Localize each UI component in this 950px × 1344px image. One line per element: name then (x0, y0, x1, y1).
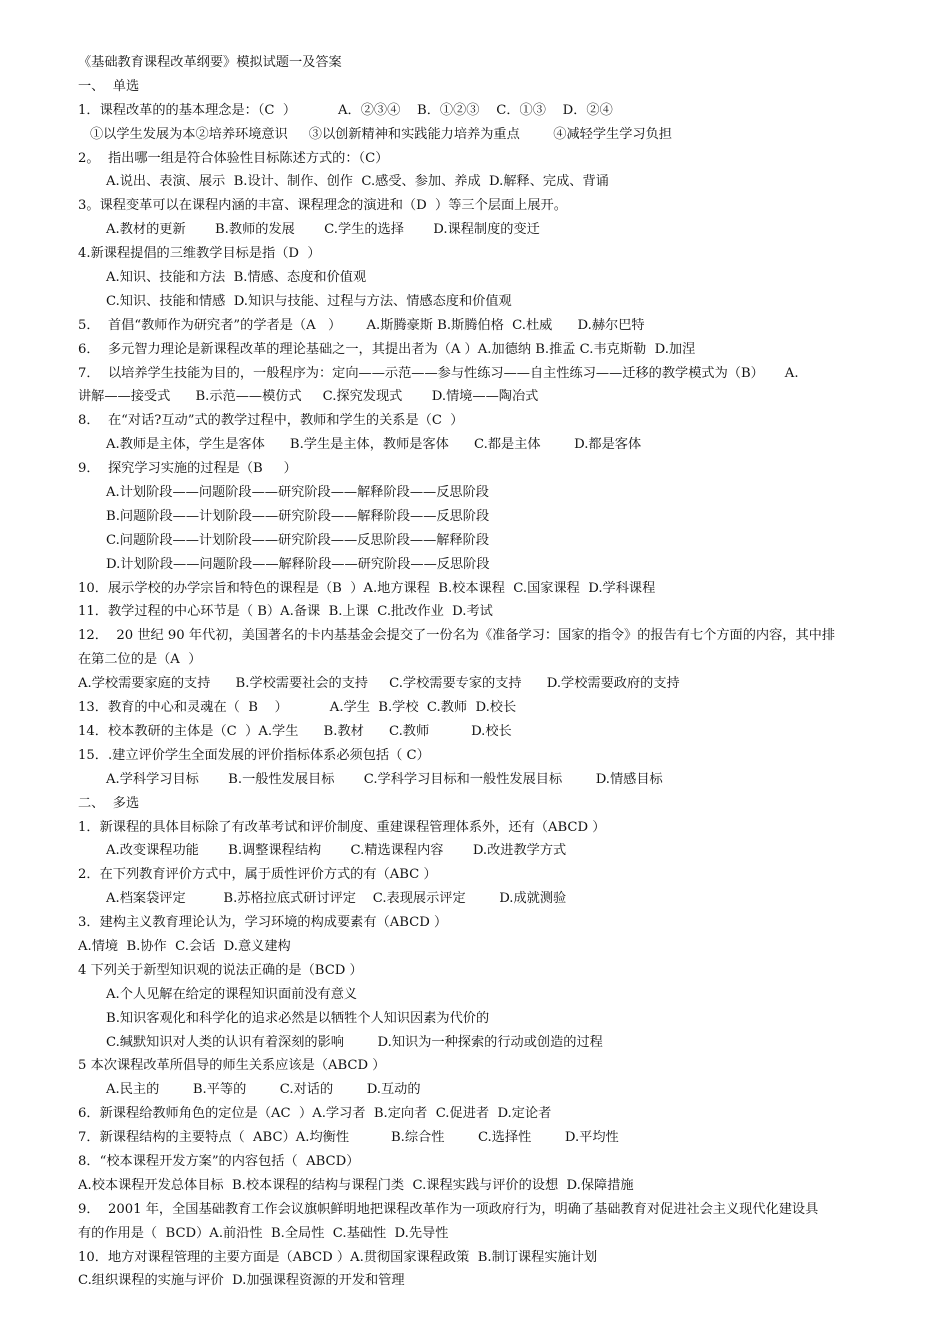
text-line: A.学校需要家庭的支持 B.学校需要社会的支持 C.学校需要专家的支持 D.学校需要政府的支持 (78, 676, 680, 692)
text-line: 1．课程改革的的基本理念是：（C ） A．②③④ B．①②③ C．①③ D．②④ (78, 102, 613, 118)
text-line: 6．新课程给教师角色的定位是（AC ）A.学习者 B.定向者 C.促进者 D.定论者 (78, 1106, 552, 1122)
text-line: B.问题阶段——计划阶段——研究阶段——解释阶段——反思阶段 (106, 508, 490, 524)
text-line: 5． 首倡“教师作为研究者”的学者是（A ） A.斯腾豪斯 B.斯腾伯格 C.杜威 D.赫尔巴特 (78, 317, 645, 333)
text-line: 有的作用是（ BCD）A.前沿性 B.全局性 C.基础性 D.先导性 (78, 1225, 449, 1241)
text-line: 13．教育的中心和灵魂在（ B ） A.学生 B.学校 C.教师 D.校长 (78, 700, 517, 716)
text-line: 7． 以培养学生技能为目的，一般程序为：定向——示范——参与性练习——自主性练习——迁移的教学模式为（B） A. (78, 365, 799, 381)
text-line: A.情境 B.协作 C.会话 D.意义建构 (78, 938, 291, 954)
text-line: 2．在下列教育评价方式中，属于质性评价方式的有（ABC ） (78, 867, 437, 883)
text-line: 4.新课程提倡的三维教学目标是指（D ） (78, 246, 321, 262)
text-line: C.问题阶段——计划阶段——研究阶段——反思阶段——解释阶段 (106, 532, 490, 548)
text-line: A.民主的 B.平等的 C.对话的 D.互动的 (106, 1082, 421, 1098)
text-line: A.个人见解在给定的课程知识面前没有意义 (106, 986, 358, 1002)
text-line: 9． 探究学习实施的过程是（B ） (78, 461, 297, 477)
text-line: 10．展示学校的办学宗旨和特色的课程是（B ）A.地方课程 B.校本课程 C.国家课程 D.学科课程 (78, 580, 656, 596)
text-line: 6． 多元智力理论是新课程改革的理论基础之一，其提出者为（A ）A.加德纳 B.推孟 C.韦克斯勒 D.加涅 (78, 341, 696, 357)
text-line: 4 下列关于新型知识观的说法正确的是（BCD ） (78, 962, 363, 978)
text-line: 在第二位的是（A ） (78, 652, 202, 668)
text-line: 讲解——接受式 B.示范——模仿式 C.探究发现式 D.情境——陶冶式 (78, 389, 539, 405)
text-line: 1．新课程的具体目标除了有改革考试和评价制度、重建课程管理体系外，还有（ABCD ） (78, 819, 606, 835)
text-line: A.教师是主体，学生是客体 B.学生是主体，教师是客体 C.都是主体 D.都是客体 (106, 437, 642, 453)
text-line: A.知识、技能和方法 B.情感、态度和价值观 (106, 270, 367, 286)
text-line: A.档案袋评定 B.苏格拉底式研讨评定 C.表现展示评定 D.成就测验 (106, 891, 567, 907)
text-line: 2。 指出哪一组是符合体验性目标陈述方式的：（C） (78, 150, 389, 166)
text-line: C.组织课程的实施与评价 D.加强课程资源的开发和管理 (78, 1273, 405, 1289)
text-line: C.知识、技能和情感 D.知识与技能、过程与方法、情感态度和价值观 (106, 293, 512, 309)
text-line: 3。课程变革可以在课程内涵的丰富、课程理念的演进和（D ）等三个层面上展开。 (78, 198, 567, 214)
text-line: 《基础教育课程改革纲要》模拟试题一及答案 (78, 55, 342, 70)
text-line: A.校本课程开发总体目标 B.校本课程的结构与课程门类 C.课程实践与评价的设想 D.保障措施 (78, 1177, 634, 1193)
text-line: 10．地方对课程管理的主要方面是（ABCD ）A.贯彻国家课程政策 B.制订课程实施计划 (78, 1249, 598, 1265)
text-line: ①以学生发展为本②培养环境意识 ③以创新精神和实践能力培养为重点 ④减轻学生学习负担 (90, 126, 672, 142)
text-line: 3．建构主义教育理论认为，学习环境的构成要素有（ABCD ） (78, 915, 448, 931)
text-line: A.教材的更新 B.教师的发展 C.学生的选择 D.课程制度的变迁 (106, 222, 540, 238)
text-line: D.计划阶段——问题阶段——解释阶段——研究阶段——反思阶段 (106, 556, 490, 572)
text-line: 5 本次课程改革所倡导的师生关系应该是（ABCD ） (78, 1058, 386, 1074)
text-line: 8． 在“对话?互动”式的教学过程中，教师和学生的关系是（C ） (78, 413, 464, 429)
text-line: 12． 20 世纪 90 年代初，美国著名的卡内基基金会提交了一份名为《准备学习：国家的指令》的报告有七个方面的内容，其中排 (78, 628, 836, 644)
text-line: 15．.建立评价学生全面发展的评价指标体系必须包括（ C） (78, 747, 430, 763)
text-line: 9． 2001 年，全国基础教育工作会议旗帜鲜明地把课程改革作为一项政府行为，明确了基础教育对促进社会主义现代化建设具 (78, 1201, 819, 1217)
text-line: 8．“校本课程开发方案”的内容包括（ ABCD） (78, 1153, 360, 1169)
text-line: A.学科学习目标 B.一般性发展目标 C.学科学习目标和一般性发展目标 D.情感目标 (106, 771, 663, 787)
text-line: 11．教学过程的中心环节是（ B）A.备课 B.上课 C.批改作业 D.考试 (78, 604, 493, 620)
text-line: 7．新课程结构的主要特点（ ABC）A.均衡性 B.综合性 C.选择性 D.平均性 (78, 1130, 619, 1146)
text-line: 二、 多选 (78, 795, 140, 811)
text-line: B.知识客观化和科学化的追求必然是以牺牲个人知识因素为代价的 (106, 1010, 490, 1026)
text-line: 一、 单选 (78, 78, 140, 94)
text-line: A.计划阶段——问题阶段——研究阶段——解释阶段——反思阶段 (106, 485, 489, 501)
text-line: A.说出、表演、展示 B.设计、制作、创作 C.感受、参加、养成 D.解释、完成、背诵 (106, 174, 609, 190)
text-line: A.改变课程功能 B.调整课程结构 C.精选课程内容 D.改进教学方式 (106, 843, 567, 859)
text-line: 14．校本教研的主体是（C ）A.学生 B.教材 C.教师 D.校长 (78, 723, 512, 739)
text-line: C.缄默知识对人类的认识有着深刻的影响 D.知识为一种探索的行动或创造的过程 (106, 1034, 603, 1050)
